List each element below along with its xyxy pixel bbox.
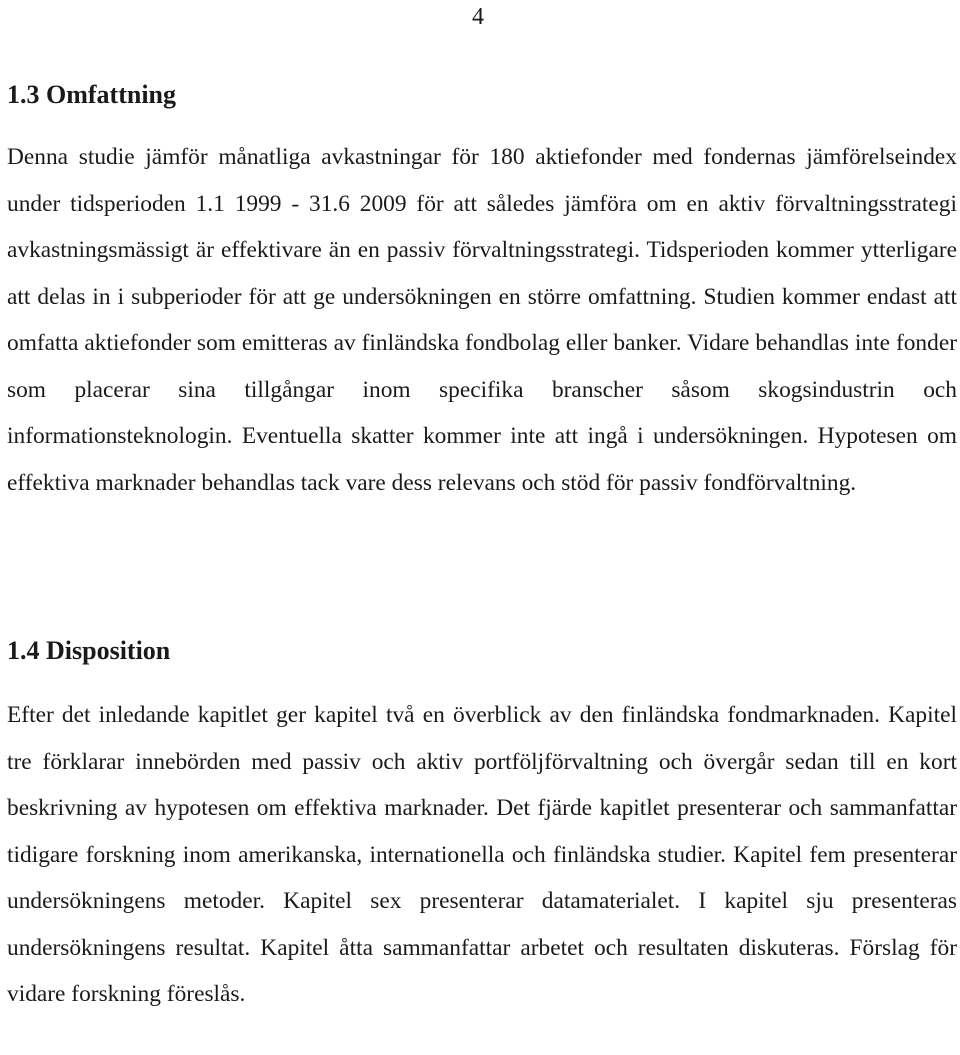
section-heading-omfattning: 1.3 Omfattning: [7, 80, 176, 109]
page-number: 4: [472, 4, 484, 30]
section-body-omfattning: Denna studie jämför månatliga avkastningar för 180 aktiefonder med fondernas jämförelseindex under tidsperioden 1.1 1999 - 31.6 2009 för att således jämföra om en aktiv förvaltningsstrategi avkastningsmässigt är effektivare än en passiv förvaltningsstrategi. Tidsperioden kommer ytterligare att delas in i subperioder för att ge undersökningen en större omfattning. Studien kommer endast att omfatta aktiefonder som emitteras av finländska fondbolag eller banker. Vidare behandlas inte fonder som placerar sina tillgångar inom specifika branscher såsom skogsindustrin och informationsteknologin. Eventuella skatter kommer inte att ingå i undersökningen. Hypotesen om effektiva marknader behandlas tack vare dess relevans och stöd för passiv fondförvaltning.: [7, 144, 957, 496]
section-body-disposition: Efter det inledande kapitlet ger kapitel två en överblick av den finländska fondmarknaden. Kapitel tre förklarar innebörden med passiv och aktiv portföljförvaltning och övergår sedan till en kort beskrivning av hypotesen om effektiva marknader. Det fjärde kapitlet presenterar och sammanfattar tidigare forskning inom amerikanska, internationella och finländska studier. Kapitel fem presenterar undersökningens metoder. Kapitel sex presenterar datamaterialet. I kapitel sju presenteras undersökningens resultat. Kapitel åtta sammanfattar arbetet och resultaten diskuteras. Förslag för vidare forskning föreslås.: [7, 702, 957, 1007]
section-heading-disposition: 1.4 Disposition: [7, 636, 171, 665]
